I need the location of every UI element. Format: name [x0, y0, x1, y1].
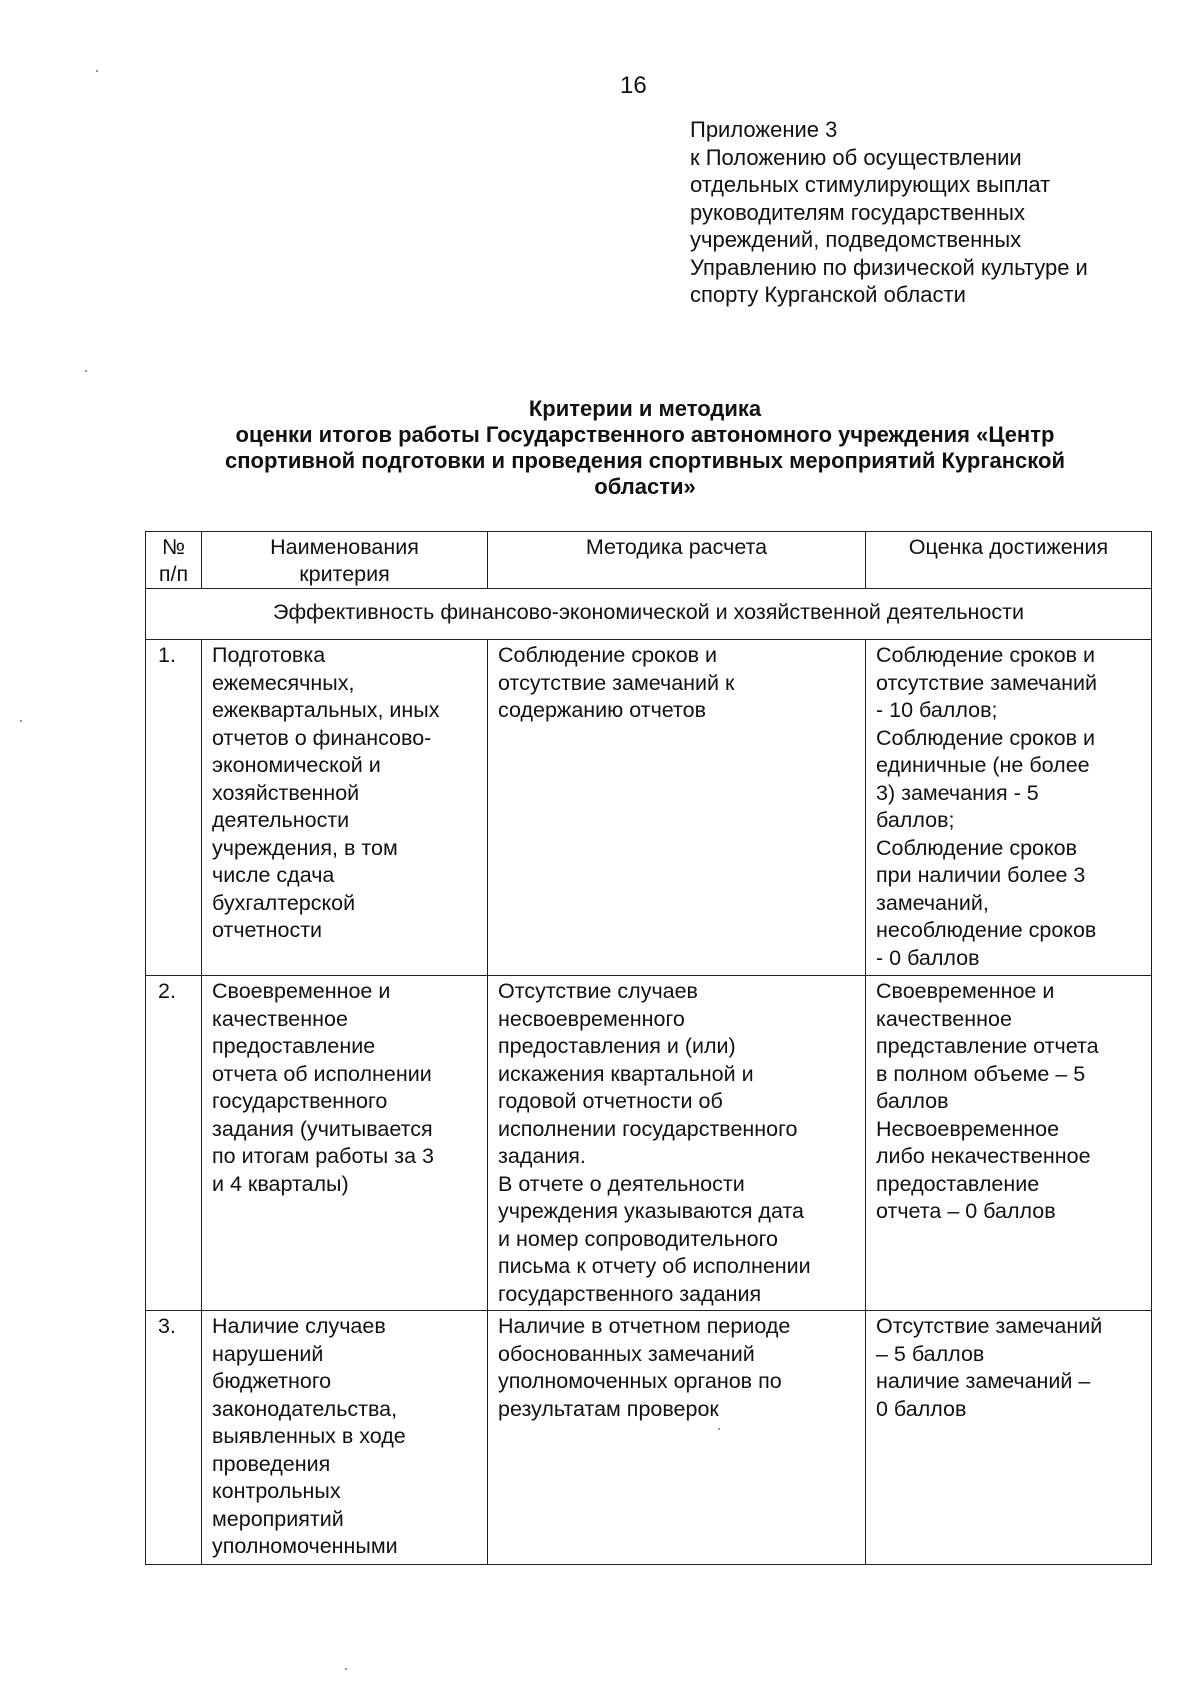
criterion-method-line: Соблюдение сроков и: [498, 643, 718, 667]
criterion-method-line: искажения квартальной и: [498, 1061, 754, 1086]
criterion-name-line: и 4 кварталы): [212, 1171, 349, 1196]
criterion-score-line: при наличии более 3: [876, 863, 1086, 887]
criterion-number: 2.: [146, 976, 202, 1311]
criterion-name-line: ежемесячных,: [212, 670, 355, 695]
header-number-line: №: [161, 535, 186, 559]
criterion-method-line: содержанию отчетов: [498, 698, 707, 722]
criterion-name-line: деятельности: [212, 808, 350, 832]
criterion-row: [146, 640, 1152, 976]
criterion-name-line: предоставление: [212, 1034, 376, 1058]
criteria-table: [145, 531, 1152, 1565]
header-name-line: критерия: [299, 562, 390, 586]
criterion-name: [202, 976, 488, 1311]
appendix-line: отдельных стимулирующих выплат: [690, 172, 1051, 197]
criterion-method-line: отсутствие замечаний к: [498, 670, 735, 695]
title-line: Критерии и методика: [528, 396, 762, 421]
criterion-method-line: Наличие в отчетном периоде: [498, 1314, 791, 1338]
criterion-name-line: бухгалтерской: [212, 890, 356, 915]
title-line: области»: [594, 474, 696, 499]
scan-speck: [345, 1668, 347, 1670]
criterion-score: [866, 1311, 1152, 1565]
criterion-method-line: задания.: [498, 1144, 586, 1168]
document-title: [140, 396, 1150, 500]
criterion-score-line: Несвоевременное: [876, 1116, 1060, 1141]
criterion-method-line: учреждения указываются дата: [498, 1199, 805, 1223]
criterion-score: [866, 640, 1152, 976]
criterion-method-line: результатам проверок: [498, 1396, 719, 1421]
criterion-name-line: Подготовка: [212, 643, 326, 667]
criterion-name-line: законодательства,: [212, 1396, 398, 1421]
criterion-score-line: представление отчета: [876, 1034, 1099, 1058]
criterion-name-line: выявленных в ходе: [212, 1424, 406, 1448]
criterion-score-line: баллов: [876, 1089, 949, 1113]
criterion-method: [488, 976, 866, 1311]
criterion-method-line: и номер сопроводительного: [498, 1226, 778, 1251]
criterion-name-line: хозяйственной: [212, 780, 360, 805]
page-number: 16: [620, 72, 647, 99]
header-name-line: Наименования: [270, 535, 419, 559]
criterion-score-line: - 10 баллов;: [876, 698, 998, 722]
criterion-score: [866, 976, 1152, 1311]
criterion-method-line: В отчете о деятельности: [498, 1171, 745, 1196]
criterion-score-line: Соблюдение сроков и: [876, 725, 1096, 750]
criterion-method-line: обоснованных замечаний: [498, 1341, 755, 1366]
criterion-score-line: наличие замечаний –: [876, 1369, 1091, 1393]
criterion-score-line: – 5 баллов: [876, 1341, 985, 1366]
criterion-score-line: единичные (не более: [876, 753, 1090, 777]
criterion-method-line: письма к отчету об исполнении: [498, 1254, 811, 1278]
header-score: [866, 532, 1152, 589]
criterion-name-line: задания (учитывается: [212, 1116, 433, 1141]
criterion-name-line: учреждения, в том: [212, 835, 398, 860]
criterion-score-line: Соблюдение сроков и: [876, 643, 1096, 667]
appendix-line: спорту Курганской области: [690, 282, 966, 307]
criterion-name-line: мероприятий: [212, 1506, 344, 1531]
scan-speck: [96, 70, 98, 72]
header-score-line: Оценка достижения: [908, 535, 1109, 559]
appendix-note: [690, 116, 1170, 309]
criterion-name-line: по итогам работы за 3: [212, 1144, 434, 1168]
criterion-name: [202, 640, 488, 976]
criterion-score-line: 3) замечания - 5: [876, 780, 1039, 805]
criterion-name-line: экономической и: [212, 753, 381, 777]
appendix-line: Управлению по физической культуре и: [690, 254, 1088, 280]
criterion-name-line: бюджетного: [212, 1369, 332, 1393]
criterion-method: [488, 1311, 866, 1565]
criterion-score-line: Своевременное и: [876, 979, 1055, 1003]
header-number: [146, 532, 202, 589]
scan-speck: [718, 1428, 720, 1430]
criterion-name-line: Своевременное и: [212, 979, 391, 1003]
criterion-method-line: несвоевременного: [498, 1006, 685, 1031]
criterion-name-line: ежеквартальных, иных: [212, 698, 440, 722]
table-header-row: [146, 532, 1152, 589]
criterion-name-line: нарушений: [212, 1341, 324, 1366]
appendix-line: к Положению об осуществлении: [690, 144, 1022, 170]
criterion-name-line: числе сдача: [212, 863, 335, 887]
scan-speck: [85, 370, 87, 372]
criterion-number: 3.: [146, 1311, 202, 1565]
criterion-name-line: государственного: [212, 1089, 388, 1113]
criterion-name-line: отчетности: [212, 918, 323, 942]
criterion-score-line: отчета – 0 баллов: [876, 1199, 1056, 1223]
appendix-line: Приложение 3: [690, 117, 838, 142]
criterion-method-line: годовой отчетности об: [498, 1089, 723, 1113]
section-title: Эффективность финансово-экономической и хозяйственной деятельности: [146, 589, 1152, 640]
criterion-score-line: 0 баллов: [876, 1396, 967, 1421]
criterion-method: [488, 640, 866, 976]
criterion-score-line: несоблюдение сроков: [876, 918, 1097, 942]
criterion-name-line: контрольных: [212, 1479, 341, 1503]
header-method-line: Методика расчета: [585, 535, 768, 559]
criterion-score-line: замечаний,: [876, 890, 989, 915]
criterion-score-line: в полном объеме – 5: [876, 1061, 1086, 1086]
scan-speck: [20, 720, 22, 722]
criterion-method-line: Отсутствие случаев: [498, 979, 698, 1003]
criterion-name-line: качественное: [212, 1006, 348, 1031]
criterion-score-line: качественное: [876, 1006, 1012, 1031]
criterion-name-line: уполномоченными: [212, 1534, 398, 1558]
appendix-line: руководителям государственных: [690, 199, 1025, 225]
criterion-method-line: уполномоченных органов по: [498, 1369, 782, 1393]
criterion-name-line: Наличие случаев: [212, 1314, 386, 1338]
criterion-score-line: Соблюдение сроков: [876, 835, 1078, 860]
criterion-name-line: отчета об исполнении: [212, 1061, 432, 1086]
criterion-score-line: баллов;: [876, 808, 955, 832]
title-line: спортивной подготовки и проведения спортивных мероприятий Курганской: [225, 448, 1065, 473]
title-line: оценки итогов работы Государственного автономного учреждения «Центр: [235, 422, 1055, 447]
header-number-line: п/п: [158, 562, 189, 586]
appendix-line: учреждений, подведомственных: [690, 227, 1022, 252]
criterion-score-line: - 0 баллов: [876, 945, 980, 970]
header-criterion-name: [202, 532, 488, 589]
criterion-score-line: отсутствие замечаний: [876, 670, 1098, 695]
criterion-method-line: исполнении государственного: [498, 1116, 798, 1141]
header-method: [488, 532, 866, 589]
criterion-row: [146, 976, 1152, 1311]
criterion-number: 1.: [146, 640, 202, 976]
criterion-method-line: предоставления и (или): [498, 1034, 736, 1058]
criterion-score-line: Отсутствие замечаний: [876, 1314, 1103, 1338]
criterion-row: [146, 1311, 1152, 1565]
criterion-score-line: предоставление: [876, 1171, 1040, 1196]
criterion-method-line: государственного задания: [498, 1281, 762, 1306]
criterion-score-line: либо некачественное: [876, 1144, 1091, 1168]
criterion-name-line: отчетов о финансово-: [212, 725, 432, 750]
criterion-name: [202, 1311, 488, 1565]
section-row: [146, 589, 1152, 640]
criterion-name-line: проведения: [212, 1451, 331, 1476]
